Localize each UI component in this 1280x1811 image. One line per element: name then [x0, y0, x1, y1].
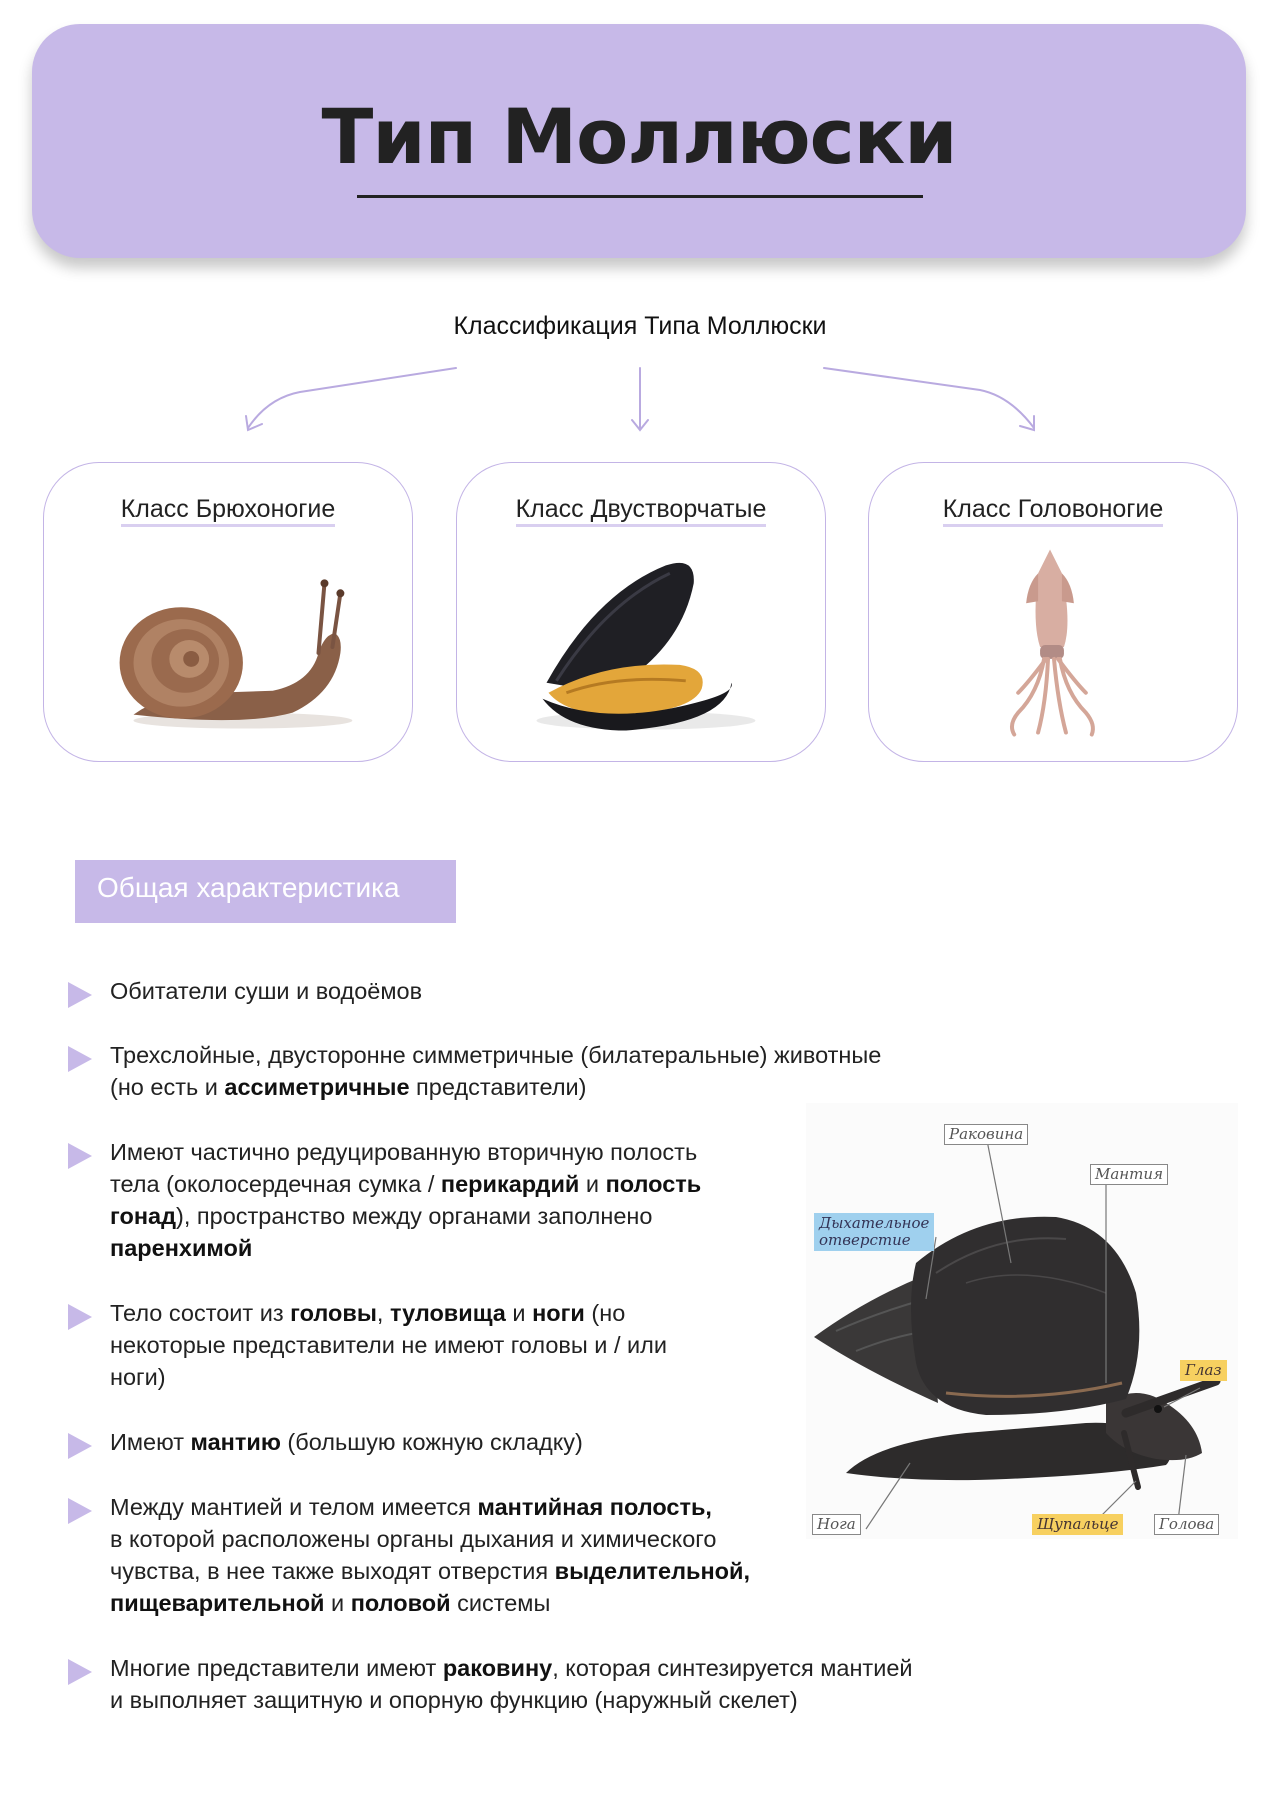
anatomy-label-head: Голова — [1154, 1514, 1219, 1535]
anatomy-label-foot: Нога — [812, 1514, 861, 1535]
anatomy-label-breathing-hole: Дыхательное отверстие — [814, 1213, 934, 1251]
bullet-marker-icon — [68, 1498, 92, 1524]
squid-image — [869, 543, 1237, 748]
class-label-bivalvia: Класс Двустворчатые — [516, 495, 767, 527]
arrow-right-head — [1020, 416, 1034, 430]
bullet-marker-icon — [68, 1046, 92, 1072]
snail-image — [44, 543, 412, 748]
page-title: Тип Моллюски — [321, 92, 957, 181]
bullet-marker-icon — [68, 1659, 92, 1685]
snail-anatomy-diagram — [806, 1103, 1238, 1539]
anatomy-label-eye: Глаз — [1180, 1360, 1227, 1381]
anatomy-label-mantle: Мантия — [1090, 1164, 1168, 1185]
bullet-marker-icon — [68, 982, 92, 1008]
bullet-marker-icon — [68, 1143, 92, 1169]
mussel-image — [457, 543, 825, 748]
section-label: Общая характеристика — [97, 872, 400, 903]
arrow-center-head — [632, 420, 648, 430]
section-badge-general — [75, 860, 456, 923]
anatomy-label-tentacle: Щупальце — [1032, 1514, 1123, 1535]
title-underline — [357, 195, 923, 198]
class-label-gastropoda: Класс Брюхоногие — [121, 495, 336, 527]
class-card-cephalopoda — [868, 462, 1238, 762]
header-card — [32, 24, 1246, 258]
arrow-left — [248, 368, 456, 428]
pond-snail-illustration — [806, 1103, 1238, 1539]
class-card-gastropoda — [43, 462, 413, 762]
arrow-right — [824, 368, 1034, 428]
arrow-left-head — [246, 416, 262, 430]
class-label-cephalopoda: Класс Головоногие — [943, 495, 1164, 527]
bullet-marker-icon — [68, 1433, 92, 1459]
anatomy-label-shell: Раковина — [944, 1124, 1028, 1145]
bullet-marker-icon — [68, 1304, 92, 1330]
class-card-bivalvia — [456, 462, 826, 762]
classification-title: Классификация Типа Моллюски — [453, 312, 827, 340]
